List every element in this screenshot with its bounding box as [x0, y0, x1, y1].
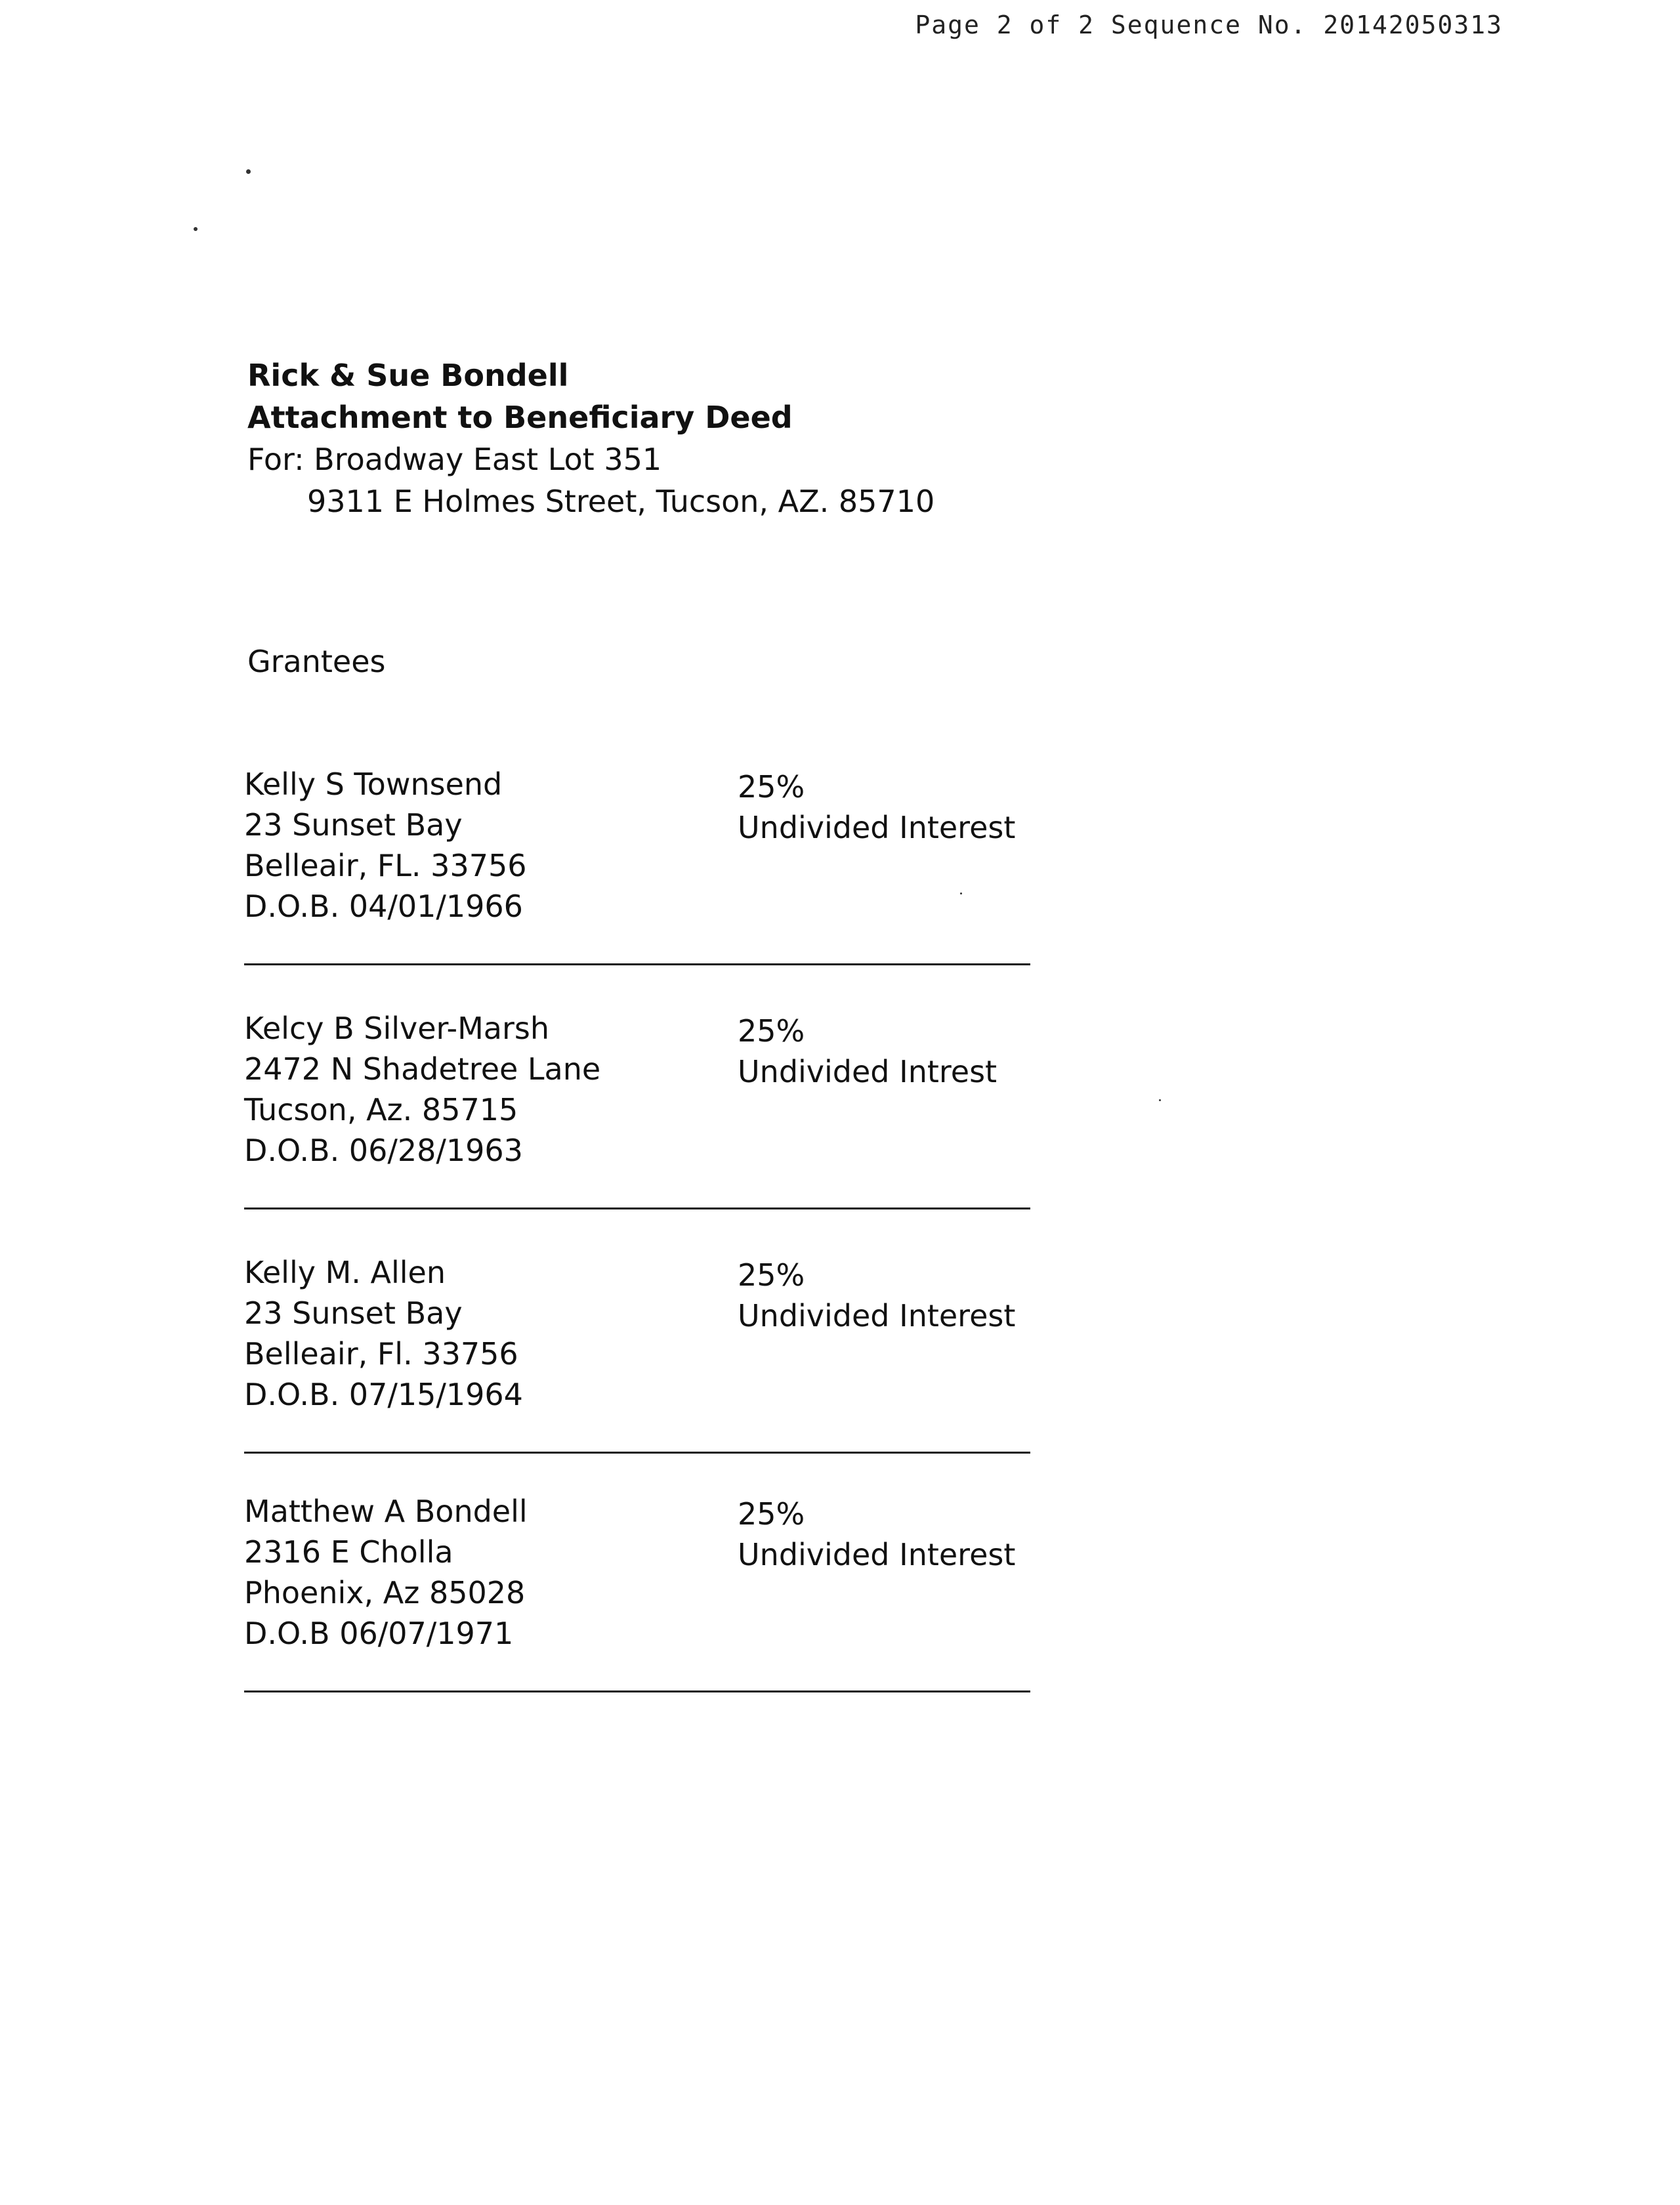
grantee-name: Matthew A Bondell: [244, 1494, 528, 1529]
grantee-city: Tucson, Az. 85715: [244, 1092, 518, 1127]
grantee-dob: D.O.B. 07/15/1964: [244, 1377, 523, 1412]
grantees-heading: Grantees: [247, 644, 386, 679]
document-title: Attachment to Beneficiary Deed: [247, 400, 793, 435]
grantee-info: [244, 1252, 717, 1415]
grantee-share: [738, 1011, 997, 1092]
grantee-share: [738, 1255, 1015, 1336]
grantee-street: 2316 E Cholla: [244, 1534, 453, 1570]
grantee-city: Belleair, FL. 33756: [244, 848, 527, 883]
grantee-share: [738, 1494, 1015, 1575]
grantee-info: [244, 764, 717, 927]
grantee-percent: 25%: [738, 1496, 805, 1532]
grantee-interest: Undivided Interest: [738, 1537, 1016, 1572]
page-sequence-header: Page 2 of 2 Sequence No. 20142050313: [915, 10, 1503, 39]
property-lot: For: Broadway East Lot 351: [247, 442, 662, 477]
separator-line: [244, 1690, 1030, 1692]
separator-line: [244, 1208, 1030, 1209]
scan-speck: [1159, 1099, 1161, 1101]
grantee-interest: Undivided Interest: [738, 1298, 1016, 1334]
grantee-street: 23 Sunset Bay: [244, 807, 463, 843]
grantee-percent: 25%: [738, 1257, 805, 1293]
separator-line: [244, 1452, 1030, 1454]
grantee-info: [244, 1008, 717, 1171]
grantee-name: Kelcy B Silver-Marsh: [244, 1011, 550, 1046]
grantee-dob: D.O.B. 06/28/1963: [244, 1133, 523, 1168]
grantee-city: Belleair, Fl. 33756: [244, 1336, 518, 1372]
grantee-share: [738, 766, 1015, 848]
scan-speck: [246, 169, 251, 174]
grantee-name: Kelly S Townsend: [244, 766, 503, 802]
grantee-street: 2472 N Shadetree Lane: [244, 1051, 601, 1087]
grantee-city: Phoenix, Az 85028: [244, 1575, 526, 1610]
property-address: 9311 E Holmes Street, Tucson, AZ. 85710: [307, 484, 935, 519]
grantee-dob: D.O.B 06/07/1971: [244, 1616, 514, 1651]
grantee-interest: Undivided Interest: [738, 810, 1016, 845]
scan-speck: [960, 892, 962, 894]
grantee-interest: Undivided Intrest: [738, 1054, 998, 1089]
grantee-name: Kelly M. Allen: [244, 1255, 446, 1290]
grantee-percent: 25%: [738, 769, 805, 805]
grantee-info: [244, 1491, 717, 1654]
grantee-street: 23 Sunset Bay: [244, 1295, 463, 1331]
separator-line: [244, 963, 1030, 965]
grantee-dob: D.O.B. 04/01/1966: [244, 889, 523, 924]
owner-names: Rick & Sue Bondell: [247, 358, 569, 393]
document-heading: [247, 354, 934, 522]
grantee-percent: 25%: [738, 1013, 805, 1049]
scan-speck: [194, 227, 198, 231]
